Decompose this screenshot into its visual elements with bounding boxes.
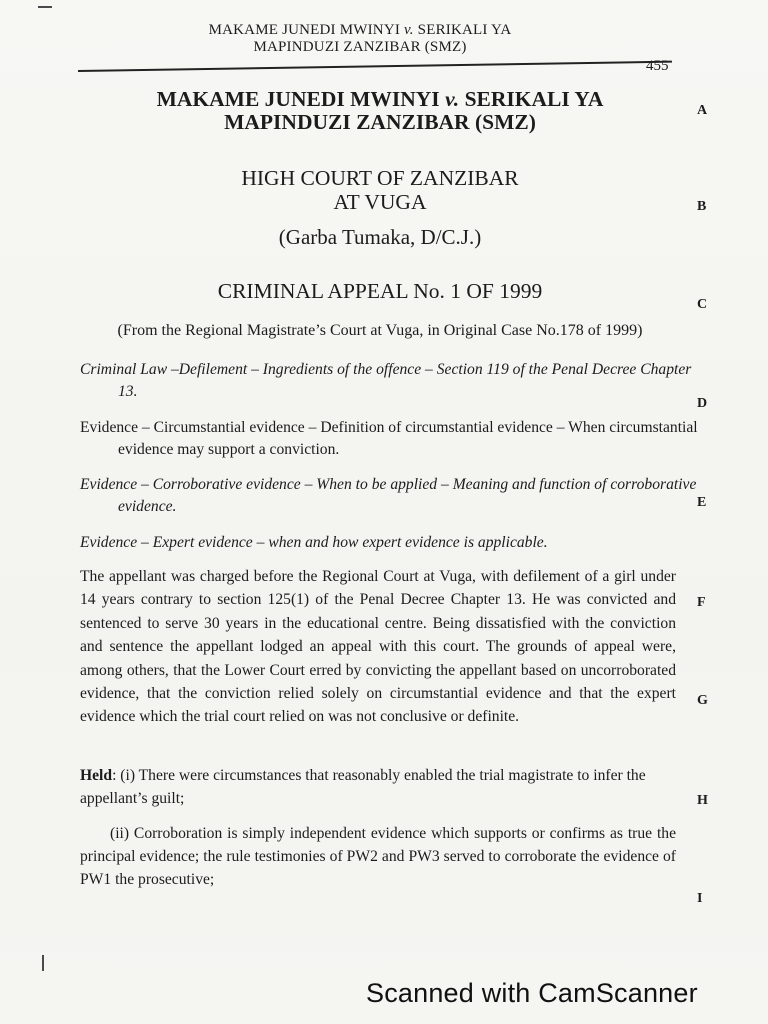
judge-name: (Garba Tumaka, D/C.J.) xyxy=(278,225,482,249)
court-line2: AT VUGA xyxy=(333,190,427,214)
case-title xyxy=(80,88,680,134)
held-label: Held xyxy=(80,767,113,784)
case-title-line1 xyxy=(80,88,680,111)
catchword-defilement: Criminal Law –Defilement – Ingredients of the offence – Section 119 of the Penal Decree Chapter 13. xyxy=(80,361,692,400)
held-point-1-text: : (i) There were circumstances that reasonably enabled the trial magistrate to infer the appellant’s guilt; xyxy=(80,767,646,807)
margin-letter-b: B xyxy=(697,199,707,214)
case-title-party2: SERIKALI YA xyxy=(459,87,604,111)
running-head-line1 xyxy=(80,22,640,39)
margin-letter-d: D xyxy=(697,396,708,411)
running-head-versus: v. xyxy=(404,22,414,38)
catchword-expert-evidence: Evidence – Expert evidence – when and how expert evidence is applicable. xyxy=(80,534,548,551)
page-number: 455 xyxy=(646,58,669,74)
appeal-number: CRIMINAL APPEAL No. 1 OF 1999 xyxy=(217,279,543,303)
scan-mark xyxy=(42,955,44,971)
running-head-line2: MAPINDUZI ZANZIBAR (SMZ) xyxy=(253,39,467,55)
court-name xyxy=(80,166,680,214)
scan-mark xyxy=(38,6,52,8)
case-title-party1: MAKAME JUNEDI MWINYI xyxy=(156,87,446,111)
running-head-party2: SERIKALI YA xyxy=(413,22,512,38)
margin-letter-a: A xyxy=(697,103,708,118)
margin-letter-h: H xyxy=(697,793,708,808)
margin-letter-e: E xyxy=(697,495,707,510)
header-rule xyxy=(78,61,672,72)
catchword-circumstantial-evidence: Evidence – Circumstantial evidence – Definition of circumstantial evidence – When circumstantial evidence may support a conviction. xyxy=(80,419,698,458)
case-title-line2: MAPINDUZI ZANZIBAR (SMZ) xyxy=(224,110,536,134)
margin-letter-c: C xyxy=(697,297,708,312)
margin-letter-g: G xyxy=(697,693,708,708)
margin-letter-f: F xyxy=(697,595,706,610)
camscanner-watermark: Scanned with CamScanner xyxy=(366,978,698,1008)
margin-letter-i: I xyxy=(697,891,703,906)
catchword-corroborative-evidence: Evidence – Corroborative evidence – When to be applied – Meaning and function of corroborative evidence. xyxy=(80,476,697,515)
held-point-2: (ii) Corroboration is simply independent evidence which supports or confirms as true the principal evidence; the rule testimonies of PW2 and PW3 served to corroborate the evidence of PW1 the prosecutive; xyxy=(80,825,676,888)
case-title-versus: v. xyxy=(445,87,460,111)
appeal-origin: (From the Regional Magistrate’s Court at Vuga, in Original Case No.178 of 1999) xyxy=(117,322,643,339)
case-summary: The appellant was charged before the Regional Court at Vuga, with defilement of a girl under 14 years contrary to section 125(1) of the Penal Decree Chapter 13. He was convicted and sentenced to serve 30 years in the educational centre. Being dissatisfied with the conviction and sentence the appellant lodged an appeal with this court. The grounds of appeal were, among others, that the Lower Court erred by convicting the appellant based on uncorroborated evidence, that the conviction relied solely on circumstantial evidence and that the expert evidence which the trial court relied on was not conclusive or definite. xyxy=(80,568,676,726)
court-line1: HIGH COURT OF ZANZIBAR xyxy=(241,166,519,190)
held-point-1 xyxy=(80,764,676,810)
running-head xyxy=(80,22,640,56)
running-head-party1: MAKAME JUNEDI MWINYI xyxy=(208,22,405,38)
